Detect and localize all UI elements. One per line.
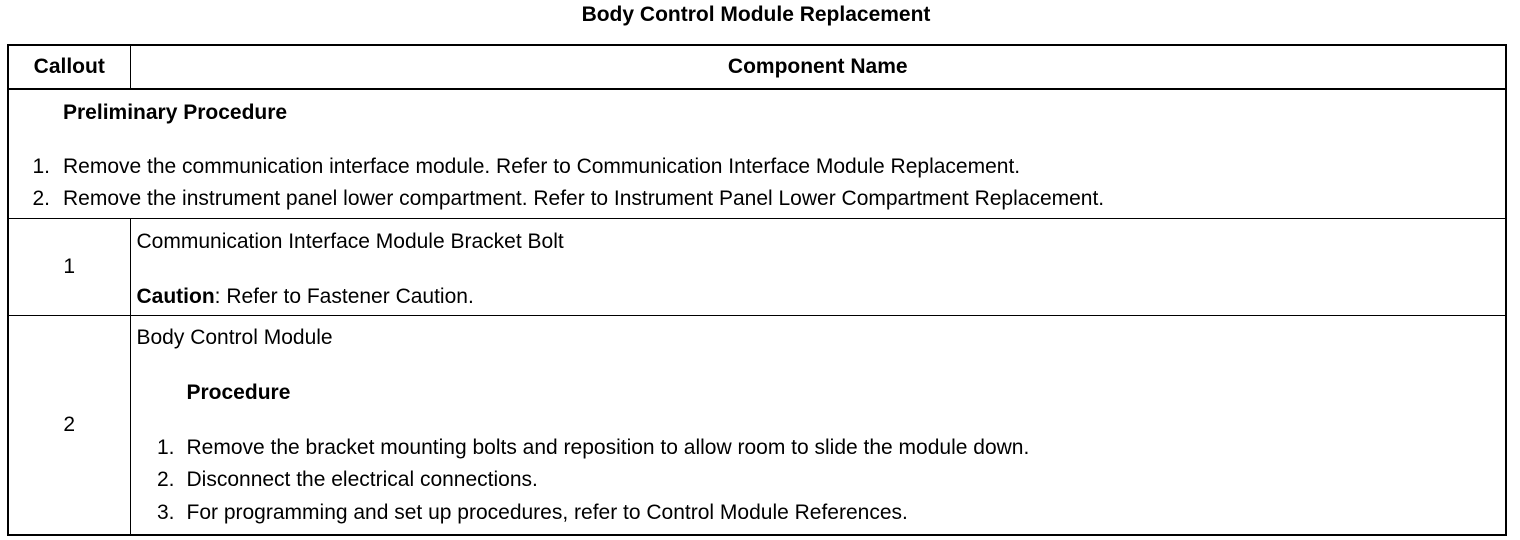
table-row <box>8 219 1506 316</box>
step-number: 3. <box>156 501 175 524</box>
step-text: Remove the bracket mounting bolts and reposition to allow room to slide the module down. <box>186 436 1030 459</box>
callout-cell: 2 <box>8 316 130 536</box>
component-cell <box>130 219 1506 316</box>
table-row <box>8 316 1506 536</box>
column-header-component-name: Component Name <box>130 45 1506 89</box>
component-table <box>7 44 1507 536</box>
preliminary-procedure-row <box>8 89 1506 219</box>
step-text: Disconnect the electrical connections. <box>186 468 538 491</box>
step-text: Remove the instrument panel lower compartment. Refer to Instrument Panel Lower Compartment Replacement. <box>63 187 1105 210</box>
page-title: Body Control Module Replacement <box>581 3 931 26</box>
step-number: 1. <box>32 155 50 178</box>
step-number: 2. <box>32 187 50 210</box>
callout-cell: 1 <box>8 219 130 316</box>
step-text: For programming and set up procedures, refer to Control Module References. <box>186 501 908 524</box>
preliminary-procedure-heading: Preliminary Procedure <box>63 101 288 124</box>
table-header-row <box>8 45 1506 89</box>
column-header-callout: Callout <box>8 45 130 89</box>
preliminary-procedure-cell <box>8 89 1506 219</box>
caution-note <box>137 284 474 310</box>
procedure-heading: Procedure <box>186 381 291 404</box>
step-number: 1. <box>156 436 175 459</box>
component-name: Body Control Module <box>136 326 333 349</box>
caution-label: Caution <box>136 285 215 308</box>
component-cell <box>130 316 1506 536</box>
caution-text: : Refer to Fastener Caution. <box>214 285 474 308</box>
step-number: 2. <box>156 468 175 491</box>
step-text: Remove the communication interface module. Refer to Communication Interface Module Replacement. <box>63 155 1021 178</box>
component-name: Communication Interface Module Bracket Bolt <box>136 230 564 253</box>
